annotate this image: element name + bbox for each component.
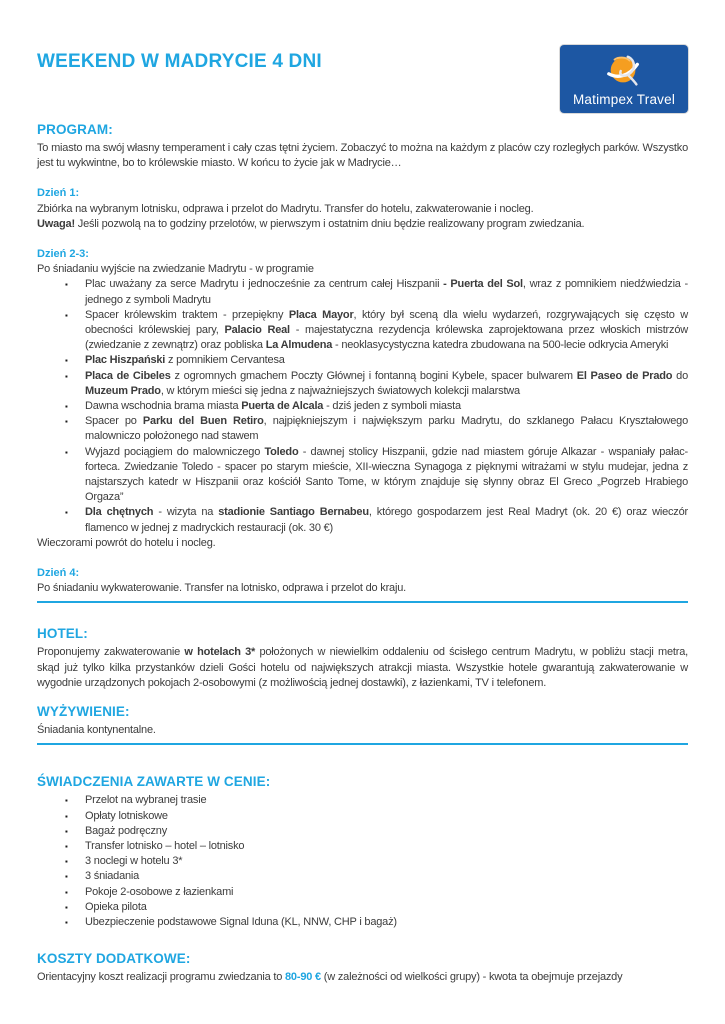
list-item [37, 353, 688, 368]
bullet-text: Wyjazd pociągiem do malowniczego Toledo - dawnej stolicy Hiszpanii, gdzie nad miastem góruje Alkazar - wspaniały pałac-forteca. Zwiedzanie Toledo - spacer po starym mieście, XII-wieczna Synagoga z pięknymi witrażami w stylu mudejar, jedna z najstarszych katedr w Hiszpanii oraz kościół Santo Tome, w którym znajduje się słynny obraz El Greco „Pogrzeb Hrabiego Orgaza” [85, 445, 688, 504]
section-day4 [37, 566, 688, 596]
costs-text: Orientacyjny koszt realizacji programu zwiedzania to 80-90 € (w zależności od wielkości grupy) - kwota ta obejmuje przejazdy [37, 971, 623, 984]
bullet-text: Placa de Cibeles z ogromnych gmachem Poczty Głównej i fontanną bogini Kybele, spacer bulwarem El Paseo de Prado do Muzeum Prado, w którym mieści się jedna z najważniejszych światowych kolekcji malarstwa [85, 369, 688, 397]
bullet-square-icon: ▪ [65, 841, 68, 851]
day23-heading: Dzień 2-3: [37, 248, 89, 261]
day23-intro: Po śniadaniu wyjście na zwiedzanie Madrytu - w programie [37, 263, 314, 276]
list-item [37, 869, 688, 884]
list-item [37, 839, 688, 854]
bullet-text: Plac Hiszpański z pomnikiem Cervantesa [85, 354, 285, 367]
bullet-square-icon: ▪ [65, 796, 68, 806]
list-item [37, 308, 688, 354]
day1-heading: Dzień 1: [37, 187, 80, 200]
list-item [37, 369, 688, 399]
section-day23 [37, 247, 688, 551]
list-item [37, 277, 688, 307]
list-item [37, 793, 688, 808]
list-item [37, 505, 688, 535]
included-list [37, 793, 688, 930]
section-hotel [37, 625, 688, 691]
bullet-square-icon: ▪ [65, 508, 68, 518]
included-item-text: 3 noclegi w hotelu 3* [85, 855, 183, 868]
hotel-heading: HOTEL: [37, 626, 88, 642]
costs-heading: KOSZTY DODATKOWE: [37, 951, 191, 967]
list-item [37, 885, 688, 900]
globe-swirl-icon [605, 52, 643, 90]
itinerary-bullet-list [37, 277, 688, 535]
page-title: WEEKEND W MADRYCIE 4 DNI [37, 51, 322, 72]
meals-heading: WYŻYWIENIE: [37, 704, 130, 720]
bullet-square-icon: ▪ [65, 310, 68, 320]
included-item-text: Opieka pilota [85, 900, 147, 913]
bullet-square-icon: ▪ [65, 872, 68, 882]
day4-heading: Dzień 4: [37, 567, 80, 580]
bullet-text: Plac uważany za serce Madrytu i jednocześnie za centrum całej Hiszpanii - Puerta del Sol, wraz z pomnikiem niedźwiedzia - jednego z symboli Madrytu [85, 278, 689, 306]
section-divider [37, 601, 688, 603]
list-item [37, 915, 688, 930]
bullet-square-icon: ▪ [65, 371, 68, 381]
included-item-text: 3 śniadania [85, 870, 140, 883]
bullet-square-icon: ▪ [65, 917, 68, 927]
bullet-text: Spacer królewskim traktem - przepiękny Placa Mayor, który był sceną dla wielu wydarzeń, rozgrywających się często w obecności królewskiej pary, Palacio Real - majestatyczna rezydencja królewska zaprojektowana przez włoskich mistrzów (zwiedzanie z zewnątrz) oraz pobliska La Almudena - neoklasycystyczna katedra zbudowana na 500-lecie odkrycia Ameryki [85, 308, 688, 352]
bullet-square-icon: ▪ [65, 447, 68, 457]
matimpex-logo [560, 45, 688, 113]
bullet-square-icon: ▪ [65, 356, 68, 366]
section-day1 [37, 186, 688, 232]
section-costs [37, 950, 688, 985]
bullet-text: Spacer po Parku del Buen Retiro, najpiękniejszym i największym parku Madrytu, do szklanego Pałacu Kryształowego malowniczo położonego nad stawem [85, 415, 688, 443]
section-included [37, 773, 688, 930]
list-item [37, 414, 688, 444]
included-item-text: Ubezpieczenie podstawowe Signal Iduna (KL, NNW, CHP i bagaż) [85, 915, 397, 928]
bullet-square-icon: ▪ [65, 811, 68, 821]
document-header [37, 45, 688, 115]
bullet-square-icon: ▪ [65, 857, 68, 867]
section-divider [37, 743, 688, 745]
day23-outro: Wieczorami powrót do hotelu i nocleg. [37, 536, 216, 549]
list-item [37, 445, 688, 506]
list-item [37, 399, 688, 414]
logo-brand-text: Matimpex Travel [572, 91, 676, 107]
section-meals [37, 703, 688, 738]
bullet-square-icon: ▪ [65, 902, 68, 912]
bullet-text: Dawna wschodnia brama miasta Puerta de Alcala - dziś jeden z symboli miasta [85, 400, 461, 413]
meals-text: Śniadania kontynentalne. [37, 724, 156, 737]
included-item-text: Pokoje 2-osobowe z łazienkami [85, 885, 234, 898]
included-item-text: Opłaty lotniskowe [85, 809, 168, 822]
hotel-text: Proponujemy zakwaterowanie w hotelach 3* położonych w niewielkim oddaleniu od ścisłego centrum Madrytu, w pobliżu stacji metra, skąd już tylko kilka przystanków dzieli Gości hotelu od największych atrakcji miasta. Wszystkie hotele gwarantują zakwaterowanie w wygodnie urządzonych pokojach 2-osobowymi (z możliwością jednej dostawki), z łazienkami, TV i telefonem. [37, 646, 688, 689]
included-item-text: Transfer lotnisko – hotel – lotnisko [85, 839, 245, 852]
section-program [37, 121, 688, 171]
bullet-square-icon: ▪ [65, 280, 68, 290]
list-item [37, 854, 688, 869]
program-heading: PROGRAM: [37, 122, 113, 137]
bullet-square-icon: ▪ [65, 826, 68, 836]
program-intro-text: To miasto ma swój własny temperament i cały czas tętni życiem. Zobaczyć to można na każdym z placów czy rozległych parków. Wszystko jest tu wykwintne, bo to królewskie miasto. W końcu to życie jak w Madrycie… [37, 142, 688, 170]
list-item [37, 824, 688, 839]
included-item-text: Przelot na wybranej trasie [85, 794, 207, 807]
day4-line: Po śniadaniu wykwaterowanie. Transfer na lotnisko, odprawa i przelot do kraju. [37, 582, 406, 595]
bullet-square-icon: ▪ [65, 402, 68, 412]
list-item [37, 900, 688, 915]
day1-line1: Zbiórka na wybranym lotnisku, odprawa i przelot do Madrytu. Transfer do hotelu, zakwaterowanie i nocleg. [37, 202, 534, 215]
day1-line2: Uwaga! Jeśli pozwolą na to godziny przelotów, w pierwszym i ostatnim dniu będzie realizowany program zwiedzania. [37, 217, 585, 230]
bullet-text: Dla chętnych - wizyta na stadionie Santiago Bernabeu, którego gospodarzem jest Real Madryt (ok. 20 €) oraz wieczór flamenco w jednej z madryckich restauracji (ok. 30 €) [85, 506, 688, 534]
included-heading: ŚWIADCZENIA ZAWARTE W CENIE: [37, 774, 271, 790]
bullet-square-icon: ▪ [65, 417, 68, 427]
bullet-square-icon: ▪ [65, 887, 68, 897]
list-item [37, 809, 688, 824]
included-item-text: Bagaż podręczny [85, 824, 167, 837]
